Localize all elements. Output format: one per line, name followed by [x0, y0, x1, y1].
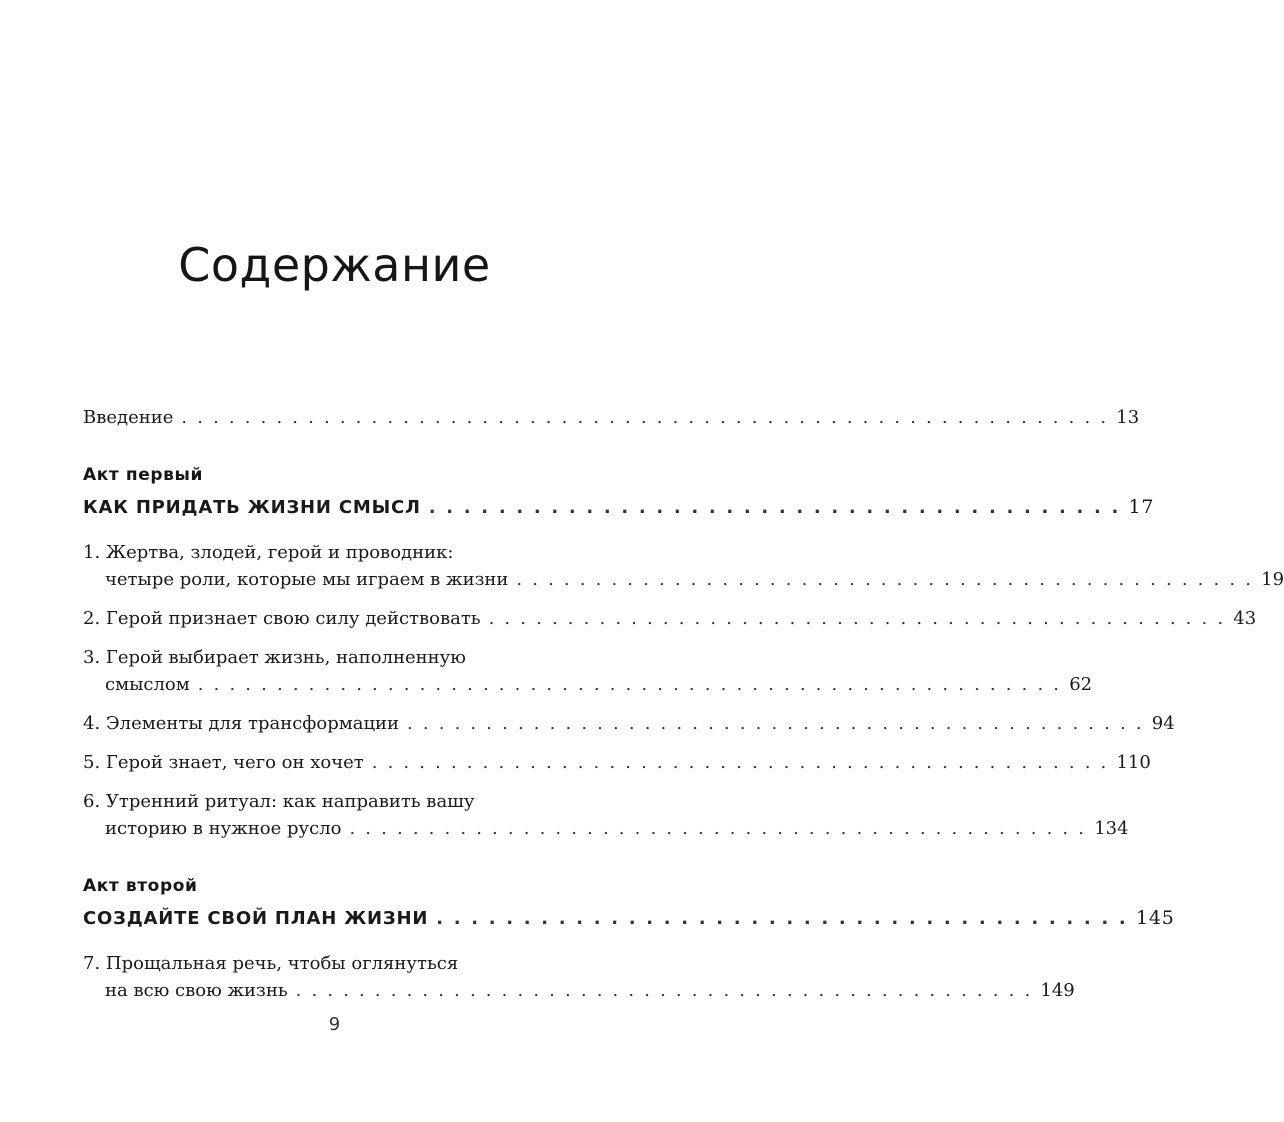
part-page: 17	[1128, 496, 1155, 518]
chapter-title-line: историю в нужное русло	[105, 818, 342, 839]
leader-dots: . . . . . . . . . . . . . . . . . . . . . . . . . . . . . . . . . . . . . . . . . . . . . . . . . . . . . . . . . . .	[181, 407, 1109, 428]
chapter-title-line: четыре роли, которые мы играем в жизни	[105, 569, 509, 590]
chapter-title-row	[83, 977, 1075, 1004]
chapter-title-row	[83, 566, 1284, 593]
leader-dots: . . . . . . . . . . . . . . . . . . . . . . . . . . . . . . . . . . . . . . . . . . . . . . .	[349, 818, 1087, 839]
part-title: КАК ПРИДАТЬ ЖИЗНИ СМЫСЛ	[83, 497, 421, 518]
toc-chapter-3	[83, 644, 1093, 698]
chapter-title-row	[83, 710, 1175, 737]
leader-dots: . . . . . . . . . . . . . . . . . . . . . . . . . . . . . . . . . . . . . . . .	[436, 908, 1128, 929]
chapter-page: 19	[1261, 569, 1284, 590]
chapter-page: 149	[1040, 980, 1075, 1001]
chapter-title-row	[83, 671, 1093, 698]
toc-entry-page: 13	[1116, 407, 1140, 428]
page-title: Содержание	[178, 238, 491, 292]
chapter-page: 134	[1094, 818, 1129, 839]
chapter-page: 94	[1151, 713, 1175, 734]
toc-entry-label: Введение	[83, 407, 174, 428]
toc-chapter-4	[83, 710, 1175, 737]
chapter-title-line: 3. Герой выбирает жизнь, наполненную	[83, 647, 466, 668]
chapter-title-line: 7. Прощальная речь, чтобы оглянуться	[83, 953, 459, 974]
chapter-title-line: 4. Элементы для трансформации	[83, 713, 400, 734]
chapter-title-line: 6. Утренний ритуал: как направить вашу	[83, 791, 475, 812]
chapter-title-row	[83, 815, 1129, 842]
chapter-title-line: на всю свою жизнь	[105, 980, 288, 1001]
chapter-page: 110	[1116, 752, 1151, 773]
chapter-page: 43	[1233, 608, 1257, 629]
toc-entry-intro	[83, 404, 1140, 431]
toc-chapter-7	[83, 950, 1075, 1004]
leader-dots: . . . . . . . . . . . . . . . . . . . . . . . . . . . . . . . . . . . . . . . . . . . . . . . . . . . . . . .	[197, 674, 1062, 695]
chapter-page: 62	[1069, 674, 1093, 695]
leader-dots: . . . . . . . . . . . . . . . . . . . . . . . . . . . . . . . . . . . . . . . . . . . . . . .	[516, 569, 1254, 590]
part-title-row	[83, 492, 1155, 523]
chapter-title-row	[83, 605, 1257, 632]
toc-chapter-1	[83, 539, 1284, 593]
table-of-contents	[83, 404, 1284, 1004]
toc-chapter-6	[83, 788, 1129, 842]
act-label: Акт второй	[83, 876, 198, 896]
toc-chapter-2	[83, 605, 1257, 632]
act-label: Акт первый	[83, 465, 203, 485]
part-page: 145	[1135, 907, 1175, 929]
page-number: 9	[328, 1014, 341, 1035]
chapter-title-line: 2. Герой признает свою силу действовать	[83, 608, 481, 629]
leader-dots: . . . . . . . . . . . . . . . . . . . . . . . . . . . . . . . . . . . . . . . . . . . . . . .	[488, 608, 1226, 629]
chapter-title-row	[83, 749, 1151, 776]
leader-dots: . . . . . . . . . . . . . . . . . . . . . . . . . . . . . . . . . . . . . . . . . . . . . . .	[295, 980, 1033, 1001]
chapter-title-line: 5. Герой знает, чего он хочет	[83, 752, 364, 773]
chapter-title-line: смыслом	[105, 674, 190, 695]
part-title-row	[83, 903, 1175, 934]
toc-chapter-5	[83, 749, 1151, 776]
leader-dots: . . . . . . . . . . . . . . . . . . . . . . . . . . . . . . . . . . . . . . . . . . . . . . .	[407, 713, 1144, 734]
chapter-title-line: 1. Жертва, злодей, герой и проводник:	[83, 542, 454, 563]
part-title: СОЗДАЙТЕ СВОЙ ПЛАН ЖИЗНИ	[83, 908, 429, 929]
leader-dots: . . . . . . . . . . . . . . . . . . . . . . . . . . . . . . . . . . . . . . . .	[428, 497, 1121, 518]
leader-dots: . . . . . . . . . . . . . . . . . . . . . . . . . . . . . . . . . . . . . . . . . . . . . . .	[371, 752, 1109, 773]
